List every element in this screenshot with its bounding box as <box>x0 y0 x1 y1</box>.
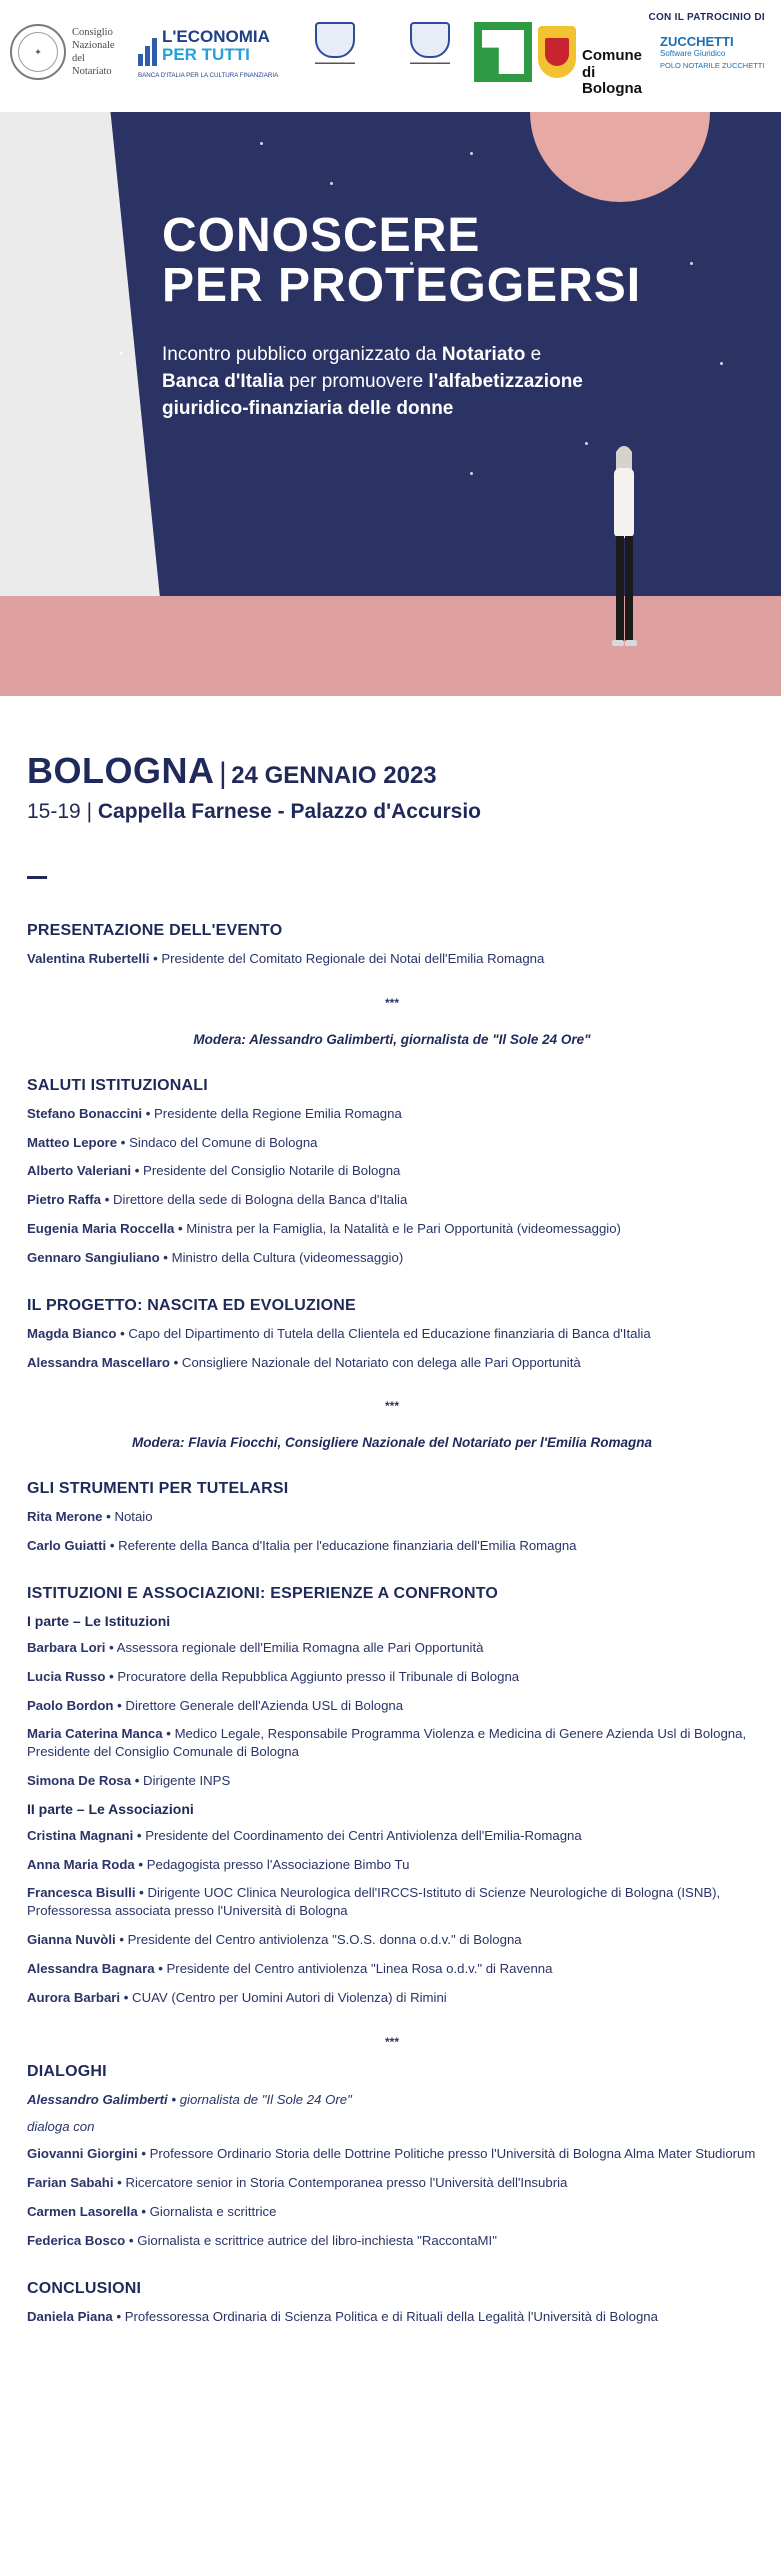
speaker-row: Pietro Raffa • Direttore della sede di Bologna della Banca d'Italia <box>27 1192 408 1208</box>
speaker-row: Francesca Bisulli • Dirigente UOC Clinica Neurologica dell'IRCCS-Istituto di Scienze Neurologiche di Bologna (ISNB), Professoressa associata presso l'Università di Bologna <box>27 1885 721 1919</box>
speaker-row: Maria Caterina Manca • Medico Legale, Responsabile Programma Violenza e Medicina di Genere Azienda Usl di Bologna, Presidente del Consiglio Comunale di Bologna <box>27 1726 747 1760</box>
programme <box>27 922 757 2336</box>
subsection-title: II parte – Le Associazioni <box>27 1800 194 1817</box>
speaker-row: Rita Merone • Notaio <box>27 1509 153 1525</box>
speaker-row: Magda Bianco • Capo del Dipartimento di Tutela della Clientela ed Educazione finanziaria di Banca d'Italia <box>27 1325 651 1341</box>
speaker-row: Lucia Russo • Procuratore della Repubblica Aggiunto presso il Tribunale di Bologna <box>27 1668 520 1684</box>
association-emblem-icon <box>315 22 355 58</box>
hero-floor <box>0 596 781 696</box>
speaker-row: Eugenia Maria Roccella • Ministra per la Famiglia, la Natalità e le Pari Opportunità (videomessaggio) <box>27 1221 621 1237</box>
speaker-row: Cristina Magnani • Presidente del Coordinamento dei Centri Antiviolenza dell'Emilia-Romagna <box>27 1827 582 1843</box>
section-title: SALUTI ISTITUZIONALI <box>27 1076 208 1094</box>
economia-per-tutti-logo <box>138 24 288 84</box>
zucchetti-polo: POLO NOTARILE ZUCCHETTI <box>660 61 765 70</box>
speaker-row: Gianna Nuvòli • Presidente del Centro antiviolenza "S.O.S. donna o.d.v." di Bologna <box>27 1932 522 1948</box>
hero-title: CONOSCERE PER PROTEGGERSI <box>162 209 642 312</box>
bar-chart-icon <box>138 34 157 66</box>
zucchetti-logo <box>660 34 775 94</box>
speaker-row: Federica Bosco • Giornalista e scrittrice autrice del libro-inchiesta "RaccontaMI" <box>27 2232 497 2248</box>
speaker-row: Gennaro Sangiuliano • Ministro della Cultura (videomessaggio) <box>27 1249 404 1265</box>
speaker-row: Anna Maria Roda • Pedagogista presso l'Associazione Bimbo Tu <box>27 1856 410 1872</box>
economia-per-tutti-subtitle: BANCA D'ITALIA PER LA CULTURA FINANZIARIA <box>138 72 279 79</box>
association-logo-1: ▬▬▬▬▬▬▬▬ <box>290 22 380 82</box>
speaker-row: Alessandra Bagnara • Presidente del Centro antiviolenza "Linea Rosa o.d.v." di Ravenna <box>27 1960 553 1976</box>
star-icon <box>470 472 473 475</box>
comune-di-bologna-logo <box>538 22 658 97</box>
section-title: IL PROGETTO: NASCITA ED EVOLUZIONE <box>27 1296 356 1314</box>
speaker-row: Stefano Bonaccini • Presidente della Regione Emilia Romagna <box>27 1105 402 1121</box>
divider-dash <box>27 876 47 879</box>
speaker-row: Giovanni Giorgini • Professore Ordinario Storia delle Dottrine Politiche presso l'Università di Bologna Alma Mater Studiorum <box>27 2146 756 2162</box>
section-title: GLI STRUMENTI PER TUTELARSI <box>27 1480 289 1498</box>
speaker-row: Alessandro Galimberti • giornalista de "Il Sole 24 Ore" <box>27 2091 352 2107</box>
star-icon <box>260 142 263 145</box>
event-date: 24 GENNAIO 2023 <box>231 762 437 789</box>
section-separator: *** <box>384 995 399 1010</box>
star-icon <box>690 262 693 265</box>
speaker-row: Carmen Lasorella • Giornalista e scrittrice <box>27 2203 277 2219</box>
speaker-row: Aurora Barbari • CUAV (Centro per Uomini Autori di Violenza) di Rimini <box>27 1989 447 2005</box>
star-icon <box>470 152 473 155</box>
regione-emblem-icon <box>474 22 532 82</box>
star-icon <box>120 352 123 355</box>
moon-icon <box>530 112 710 202</box>
star-icon <box>330 182 333 185</box>
zucchetti-title: ZUCCHETTI <box>660 34 734 49</box>
bologna-shield-icon <box>538 26 576 78</box>
association-emblem-icon <box>410 22 450 58</box>
woman-figure-icon <box>580 442 660 672</box>
star-icon <box>720 362 723 365</box>
speaker-row: Carlo Guiatti • Referente della Banca d'Italia per l'educazione finanziaria dell'Emilia Romagna <box>27 1538 577 1554</box>
speaker-row: Valentina Rubertelli • Presidente del Comitato Regionale dei Notai dell'Emilia Romagna <box>27 951 545 966</box>
speaker-row: Farian Sabahi • Ricercatore senior in Storia Contemporanea presso l'Università dell'Insubria <box>27 2175 568 2191</box>
economia-per-tutti-title: L'ECONOMIA PER TUTTI <box>162 27 270 64</box>
notariato-seal-icon: ✦ <box>10 24 66 80</box>
event-venue: Cappella Farnese - Palazzo d'Accursio <box>97 800 481 823</box>
association-logo-2: ▬▬▬▬▬▬▬▬ <box>385 22 475 82</box>
notariato-logo <box>10 22 135 82</box>
dialoga-con-label: dialoga con <box>27 2119 95 2135</box>
comune-di-bologna-name: Comune di Bologna <box>582 47 642 97</box>
patronage-label: CON IL PATROCINIO DI <box>648 12 765 23</box>
speaker-row: Daniela Piana • Professoressa Ordinaria di Scienza Politica e di Rituali della Legalità l'Università di Bologna <box>27 2308 658 2324</box>
speaker-row: Barbara Lori • Assessora regionale dell'Emilia Romagna alle Pari Opportunità <box>27 1639 484 1655</box>
zucchetti-subtitle: Software Giuridico <box>660 49 726 58</box>
speaker-row: Alberto Valeriani • Presidente del Consiglio Notarile di Bologna <box>27 1163 401 1179</box>
section-title: DIALOGHI <box>27 2062 107 2080</box>
speaker-row: Simona De Rosa • Dirigente INPS <box>27 1773 231 1788</box>
event-time-place: 15-19 | Cappella Farnese - Palazzo d'Accursio <box>27 800 481 823</box>
speaker-row: Paolo Bordon • Direttore Generale dell'Azienda USL di Bologna <box>27 1697 404 1713</box>
section-title: ISTITUZIONI E ASSOCIAZIONI: ESPERIENZE A CONFRONTO <box>27 1584 499 1602</box>
moderator-line: Modera: Flavia Fiocchi, Consigliere Nazionale del Notariato per l'Emilia Romagna <box>131 1435 653 1451</box>
separator: | <box>218 757 227 790</box>
speaker-row: Matteo Lepore • Sindaco del Comune di Bologna <box>27 1134 318 1150</box>
speaker-row: Alessandra Mascellaro • Consigliere Nazionale del Notariato con delega alle Pari Opportunità <box>27 1354 581 1370</box>
hero-banner <box>0 112 781 696</box>
subsection-title: I parte – Le Istituzioni <box>27 1612 171 1629</box>
section-title: CONCLUSIONI <box>27 2279 142 2297</box>
regione-emilia-romagna-logo <box>474 22 532 96</box>
notariato-name: Consiglio Nazionale del Notariato <box>72 26 115 78</box>
section-separator: *** <box>384 1399 399 1414</box>
logo-bar <box>0 0 781 112</box>
event-heading <box>27 750 437 792</box>
event-city: BOLOGNA <box>27 750 215 791</box>
moderator-line: Modera: Alessandro Galimberti, giornalista de "Il Sole 24 Ore" <box>193 1031 591 1047</box>
event-time: 15-19 <box>27 800 81 823</box>
section-separator: *** <box>384 2034 399 2049</box>
hero-subtitle: Incontro pubblico organizzato da Notariato e Banca d'Italia per promuovere l'alfabetizzazione giuridico-finanziaria delle donne <box>162 344 583 419</box>
section-title: PRESENTAZIONE DELL'EVENTO <box>27 922 283 939</box>
